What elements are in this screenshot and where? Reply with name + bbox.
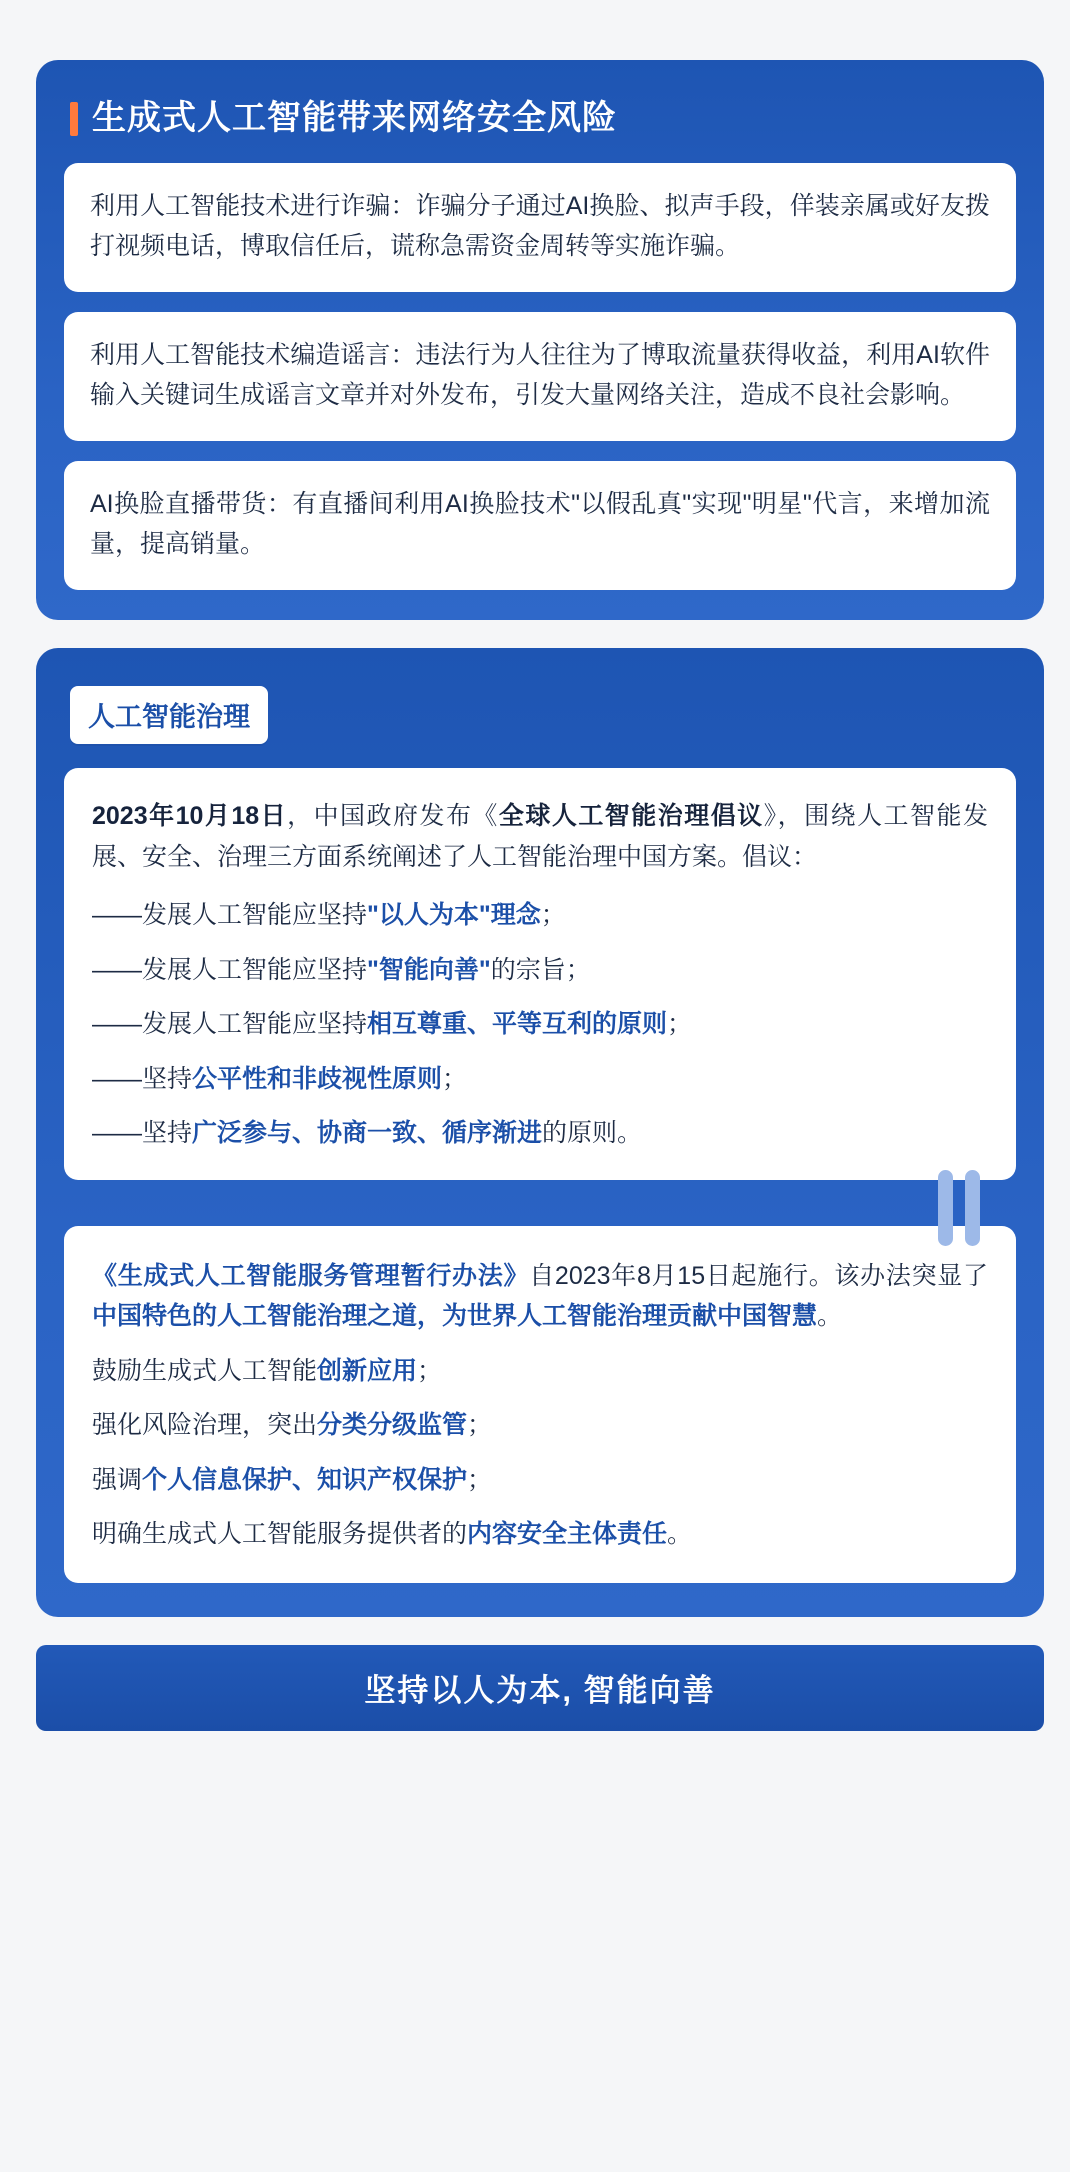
measures-suffix: ； [417,1356,443,1385]
risk-item-card: 利用人工智能技术进行诈骗：诈骗分子通过AI换脸、拟声手段，佯装亲属或好友拨打视频电话，博取信任后，谎称急需资金周转等实施诈骗。 [64,163,1016,292]
bullet-highlight: "智能向善" [367,955,491,984]
measures-suffix: 。 [667,1520,693,1549]
initiative-bullet [92,950,988,991]
bullet-highlight: 公平性和非歧视性原则 [192,1064,443,1093]
risk-item-card: AI换脸直播带货：有直播间利用AI换脸技术"以假乱真"实现"明星"代言，来增加流量，提高销量。 [64,461,1016,590]
measures-prefix: 鼓励生成式人工智能 [92,1356,318,1385]
measures-line [92,1405,988,1446]
initiative-bullet [92,1113,988,1154]
initiative-lead [92,796,988,877]
measures-highlight: 内容安全主体责任 [467,1520,668,1549]
risk-item-card: 利用人工智能技术编造谣言：违法行为人往往为了博取流量获得收益，利用AI软件输入关键词生成谣言文章并对外发布，引发大量网络关注，造成不良社会影响。 [64,312,1016,441]
bullet-suffix: 的宗旨； [490,955,591,984]
bullet-suffix: 的原则。 [542,1119,643,1148]
risk-panel [36,60,1044,620]
bullet-highlight: 广泛参与、协商一致、循序渐进 [192,1119,543,1148]
governance-tag: 人工智能治理 [70,686,268,744]
governance-panel [36,648,1044,1617]
initiative-bullet [92,1059,988,1100]
page-right-edge [1070,0,1080,2172]
governance-measures-card [64,1226,1016,1583]
risk-title-text: 生成式人工智能带来网络安全风险 [92,99,617,137]
initiative-bullet [92,1004,988,1045]
bullet-suffix: ； [540,901,566,930]
measures-intro-text: 自2023年8月15日起施行。该办法突显了 [529,1261,989,1290]
measures-intro [92,1256,988,1337]
initiative-text-2: 》，围绕人工智能发展、安全、治理三方面系统阐述了人工智能治理中国方案。倡议： [92,802,988,871]
measures-suffix: ； [467,1465,493,1494]
initiative-doc-name: 全球人工智能治理倡议 [498,802,764,831]
bullet-suffix: ； [442,1064,468,1093]
bullet-highlight: "以人为本"理念 [367,901,541,930]
measures-highlight: 分类分级监管 [317,1411,468,1440]
measures-intro-highlight: 中国特色的人工智能治理之道，为世界人工智能治理贡献中国智慧 [92,1302,818,1331]
measures-line [92,1460,988,1501]
bullet-prefix: ——坚持 [92,1119,193,1148]
bullet-prefix: ——坚持 [92,1064,193,1093]
bullet-prefix: ——发展人工智能应坚持 [92,1010,368,1039]
measures-doc-name: 《生成式人工智能服务管理暂行办法》 [92,1261,530,1290]
measures-line [92,1514,988,1555]
quote-mark-icon [938,1170,980,1246]
measures-prefix: 强化风险治理，突出 [92,1411,318,1440]
quote-decoration-gap [64,1180,1016,1226]
initiative-date: 2023年10月18日 [92,802,288,831]
footer-slogan-text: 坚持以人为本, 智能向善 [364,1673,716,1709]
measures-highlight: 创新应用 [317,1356,418,1385]
measures-line [92,1351,988,1392]
initiative-text-1: ，中国政府发布《 [287,802,499,831]
footer-slogan-banner [36,1645,1044,1731]
measures-suffix: ； [467,1411,493,1440]
risk-panel-title [70,100,1016,137]
measures-prefix: 强调 [92,1465,143,1494]
bullet-prefix: ——发展人工智能应坚持 [92,901,368,930]
bullet-prefix: ——发展人工智能应坚持 [92,955,368,984]
measures-highlight: 个人信息保护、知识产权保护 [142,1465,468,1494]
measures-prefix: 明确生成式人工智能服务提供者的 [92,1520,468,1549]
governance-initiative-card [64,768,1016,1180]
title-accent-bar [70,102,78,136]
initiative-bullet [92,895,988,936]
bullet-suffix: ； [667,1010,693,1039]
measures-intro-end: 。 [817,1302,843,1331]
bullet-highlight: 相互尊重、平等互利的原则 [367,1010,668,1039]
